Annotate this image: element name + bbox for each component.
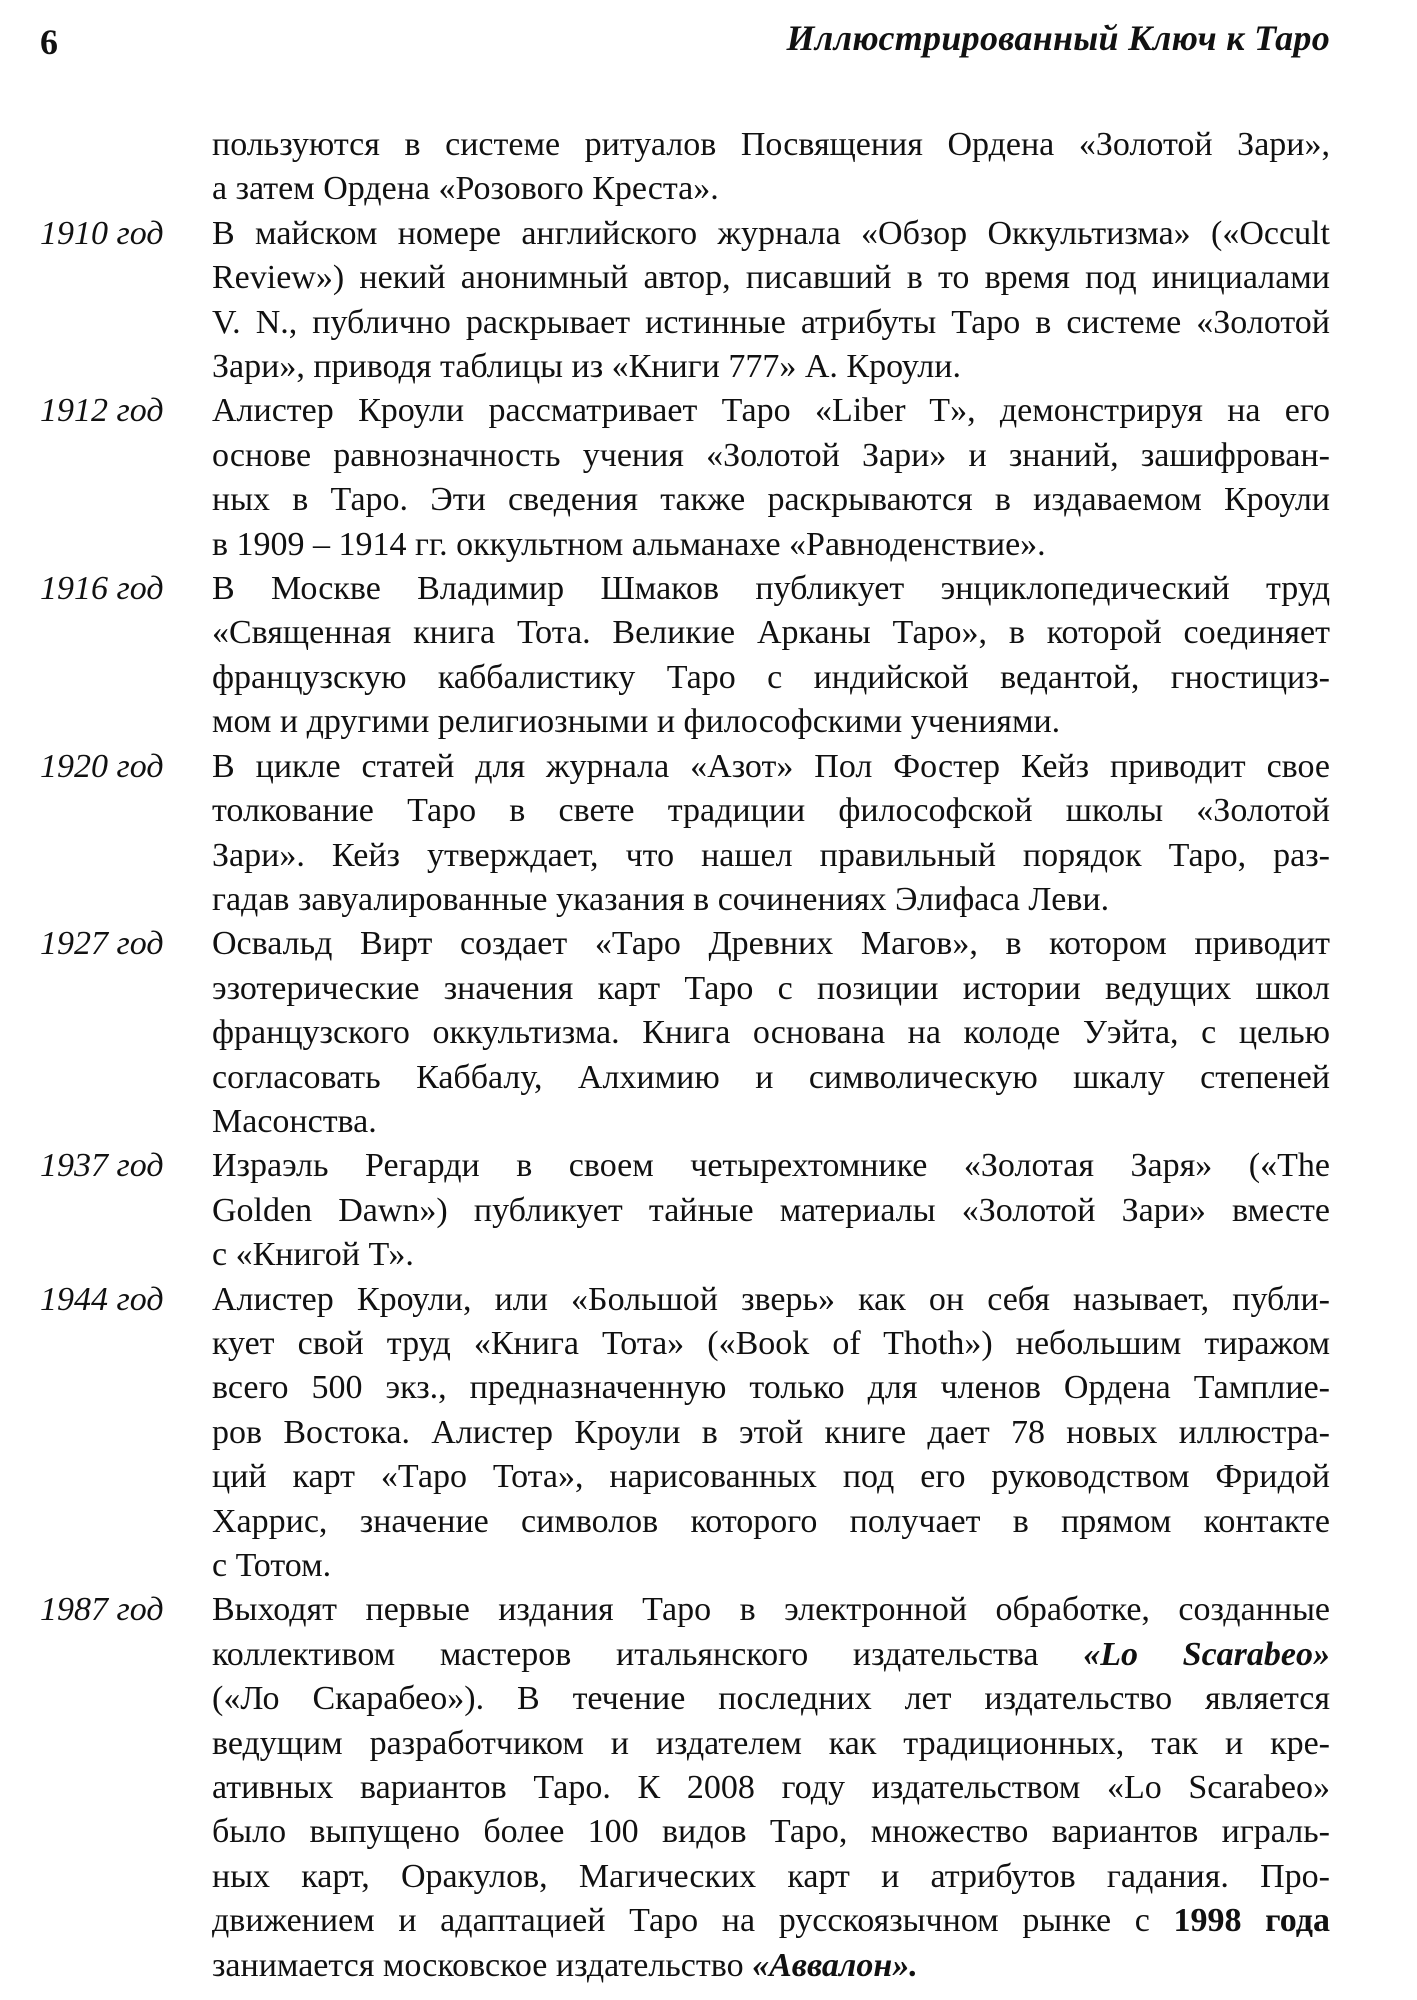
entry-year: 1944 год bbox=[40, 1280, 164, 1318]
text-line: Алистер Кроули, или «Большой зверь» как он себя называет, публи- bbox=[212, 1280, 1330, 1318]
text-line: французского оккультизма. Книга основана на колоде Уэйта, с целью bbox=[212, 1014, 1330, 1052]
year-1998-bold: 1998 года bbox=[1173, 1902, 1330, 1940]
text-line: Выходят первые издания Таро в электронной обработке, созданные bbox=[212, 1591, 1330, 1629]
intro-continuation bbox=[40, 123, 1330, 212]
entry-year: 1916 год bbox=[40, 570, 164, 608]
entry-text bbox=[212, 567, 1330, 745]
text-line: Израэль Регарди в своем четырехтомнике «Золотая Заря» («The bbox=[212, 1147, 1330, 1185]
text-line: Масонства. bbox=[212, 1102, 377, 1140]
entry-year: 1937 год bbox=[40, 1147, 164, 1185]
text-line: всего 500 экз., предназначенную только для членов Ордена Тамплие- bbox=[212, 1369, 1330, 1407]
text-line: ров Востока. Алистер Кроули в этой книге дает 78 новых иллюстра- bbox=[212, 1413, 1330, 1451]
text-line: а затем Ордена «Розового Креста». bbox=[212, 170, 719, 208]
chronology-entry bbox=[40, 212, 1330, 390]
text-line: V. N., публично раскрывает истинные атрибуты Таро в системе «Золотой bbox=[212, 303, 1330, 341]
text-line: пользуются в системе ритуалов Посвящения Ордена «Золотой Зари», bbox=[212, 126, 1330, 163]
chronology-entry bbox=[40, 389, 1330, 567]
chronology-entry bbox=[40, 567, 1330, 745]
text-line: Освальд Вирт создает «Таро Древних Магов», в котором приводит bbox=[212, 925, 1330, 963]
text-line: было выпущено более 100 видов Таро, множество вариантов играль- bbox=[212, 1813, 1330, 1851]
chronology-entry bbox=[40, 745, 1330, 923]
text-line: ведущим разработчиком и издателем как традиционных, так и кре- bbox=[212, 1724, 1330, 1762]
entry-text bbox=[212, 1588, 1330, 1988]
text-line: коллективом мастеров итальянского издательства «Lo Scarabeo» bbox=[212, 1635, 1330, 1673]
text-line: Зари». Кейз утверждает, что нашел правильный порядок Таро, раз- bbox=[212, 836, 1330, 874]
chronology-entry bbox=[40, 1144, 1330, 1277]
text-line: ных карт, Оракулов, Магических карт и атрибутов гадания. Про- bbox=[212, 1857, 1330, 1895]
entry-year: 1920 год bbox=[40, 747, 164, 785]
chronology-entry bbox=[40, 1278, 1330, 1589]
chronology bbox=[40, 123, 1330, 1988]
text-line: толкование Таро в свете традиции философской школы «Золотой bbox=[212, 792, 1330, 830]
page-number: 6 bbox=[40, 22, 58, 62]
entry-1987 bbox=[40, 1588, 1330, 1988]
text-line: кует свой труд «Книга Тота» («Book of Thoth») небольшим тиражом bbox=[212, 1324, 1330, 1362]
text-line: ативных вариантов Таро. К 2008 году издательством «Lo Scarabeo» bbox=[212, 1769, 1330, 1807]
text-line: движением и адаптацией Таро на русскоязычном рынке с 1998 года bbox=[212, 1902, 1330, 1940]
publisher-name-avvalon: «Аввалон». bbox=[752, 1946, 918, 1984]
entry-year: 1927 год bbox=[40, 925, 164, 963]
entry-text bbox=[212, 922, 1330, 1144]
text-line: основе равнозначность учения «Золотой Зари» и знаний, зашифрован- bbox=[212, 436, 1330, 474]
text-line: Golden Dawn») публикует тайные материалы «Золотой Зари» вместе bbox=[212, 1191, 1330, 1229]
entry-text bbox=[212, 745, 1330, 923]
entry-text bbox=[212, 1278, 1330, 1589]
entry-text bbox=[212, 212, 1330, 390]
entry-text bbox=[212, 389, 1330, 567]
entry-year: 1987 год bbox=[40, 1591, 164, 1629]
text-line: ных в Таро. Эти сведения также раскрываются в издаваемом Кроули bbox=[212, 481, 1330, 519]
entry-year: 1912 год bbox=[40, 392, 164, 430]
text-line: Review») некий анонимный автор, писавший в то время под инициалами bbox=[212, 259, 1330, 297]
text-line: с Тотом. bbox=[212, 1547, 332, 1584]
publisher-name-lo-scarabeo: «Lo Scarabeo» bbox=[1083, 1635, 1330, 1673]
entry-text bbox=[212, 1144, 1330, 1277]
text-line: («Ло Скарабео»). В течение последних лет издательство является bbox=[212, 1680, 1330, 1718]
text-line: гадав завуалированные указания в сочинениях Элифаса Леви. bbox=[212, 880, 1110, 918]
text-line: занимается московское издательство «Аввалон». bbox=[212, 1946, 918, 1984]
text-line: Зари», приводя таблицы из «Книги 777» А. Кроули. bbox=[212, 348, 961, 386]
chronology-entry bbox=[40, 922, 1330, 1144]
text-line: согласовать Каббалу, Алхимию и символическую шкалу степеней bbox=[212, 1058, 1330, 1096]
text-line: ций карт «Таро Тота», нарисованных под его руководством Фридой bbox=[212, 1458, 1330, 1496]
text-line: Харрис, значение символов которого получает в прямом контакте bbox=[212, 1502, 1330, 1540]
page-header bbox=[40, 14, 1330, 64]
entry-year: 1910 год bbox=[40, 214, 164, 252]
text-line: эзотерические значения карт Таро с позиции истории ведущих школ bbox=[212, 969, 1330, 1007]
text-line: мом и другими религиозными и философскими учениями. bbox=[212, 703, 1061, 741]
text-line: В Москве Владимир Шмаков публикует энциклопедический труд bbox=[212, 570, 1330, 608]
intro-text bbox=[212, 123, 1330, 212]
text-line: с «Книгой Т». bbox=[212, 1236, 414, 1274]
text-line: в 1909 – 1914 гг. оккультном альманахе «Равноденствие». bbox=[212, 525, 1046, 563]
text-line: «Священная книга Тота. Великие Арканы Таро», в которой соединяет bbox=[212, 614, 1330, 652]
text-line: французскую каббалистику Таро с индийской ведантой, гностициз- bbox=[212, 658, 1330, 696]
running-title: Иллюстрированный Ключ к Таро bbox=[786, 18, 1330, 58]
text-line: В цикле статей для журнала «Азот» Пол Фостер Кейз приводит свое bbox=[212, 747, 1330, 785]
text-line: В майском номере английского журнала «Обзор Оккультизма» («Occult bbox=[212, 214, 1330, 252]
text-line: Алистер Кроули рассматривает Таро «Liber T», демонстрируя на его bbox=[212, 392, 1330, 430]
